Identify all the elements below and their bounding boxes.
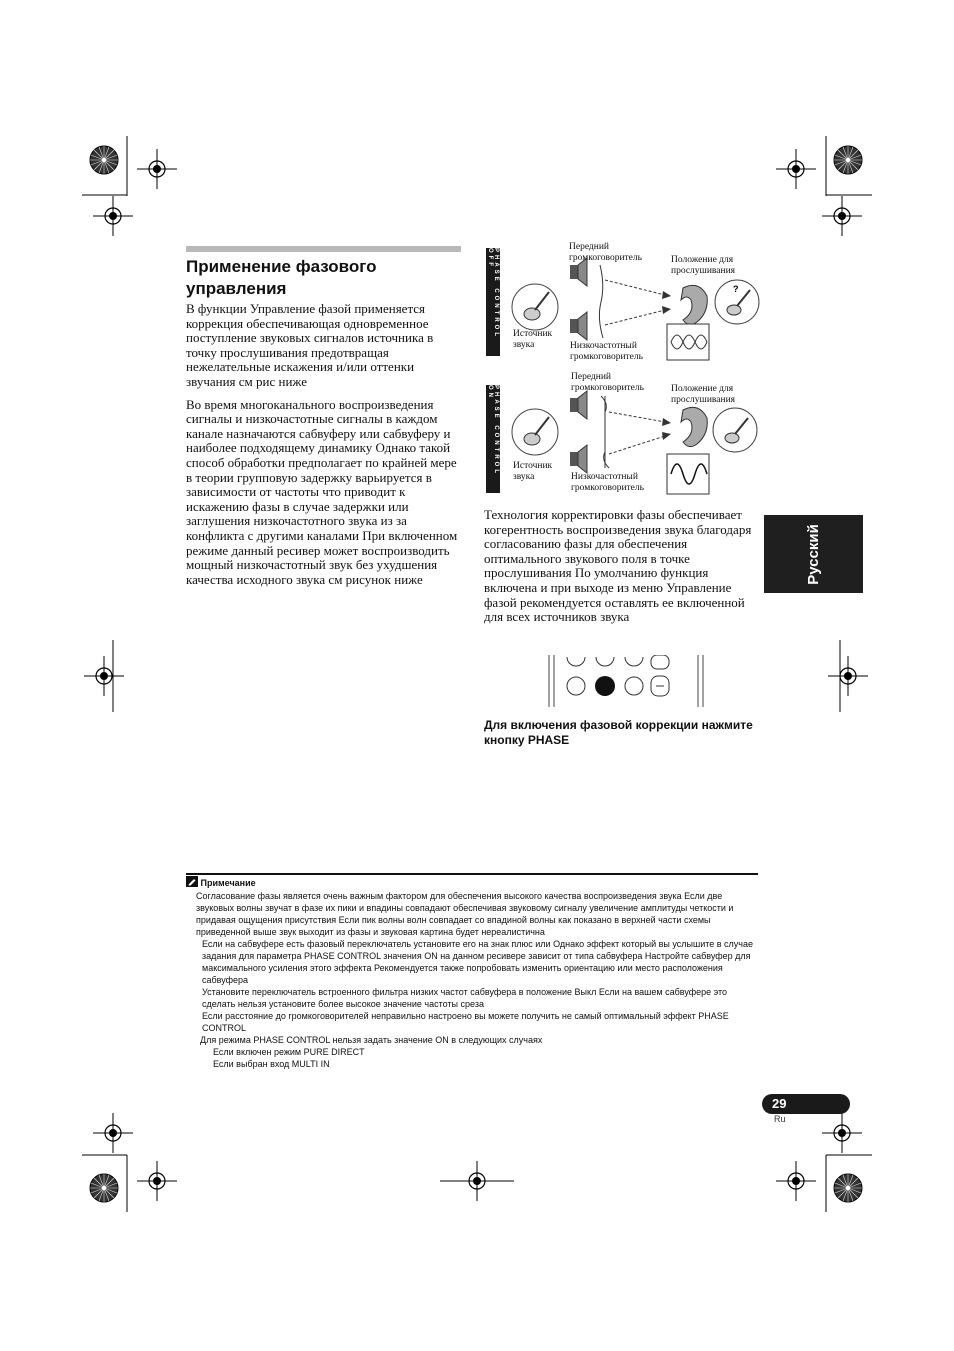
ear-icon: [681, 285, 707, 324]
source-label: Источник звука: [513, 461, 553, 482]
paragraph-1: В функции Управление фазой применяется коррекция обеспечивающая одновременное поступление звуковых сигналов источника в точку прослушивания предотвращая нежелательные искажения и/или оттенки звучания см рис ниже: [186, 301, 434, 389]
note-subitem: Если включен режим PURE DIRECT: [213, 1047, 365, 1057]
listening-position-label: Положение для прослушивания: [671, 255, 736, 276]
front-speaker-label: Передний громкоговоритель: [571, 372, 644, 393]
phase-off-strip: PHASE CONTROL OFF: [486, 248, 500, 356]
subwoofer-label: Низкочастотный громкоговоритель: [571, 472, 644, 493]
left-column: [186, 302, 462, 587]
note-block: [186, 876, 760, 1070]
phase-on-strip: PHASE CONTROL ON: [486, 385, 500, 493]
remote-control-illustration: [546, 655, 706, 707]
speaker-icon: [570, 312, 587, 340]
source-label: Источник звука: [513, 329, 553, 350]
guitar-icon: [727, 290, 750, 315]
speaker-icon: [570, 445, 587, 473]
note-item: Установите переключатель встроенного фильтра низких частот сабвуфера в положение Выкл Если на вашем сабвуфере это сделать нельзя установите более высокое значение частоты среза: [202, 987, 728, 1009]
note-subitem: Если выбран вход MULTI IN: [213, 1059, 330, 1069]
note-pencil-icon: [186, 876, 198, 887]
paragraph-3: Технология корректировки фазы обеспечивает когерентность воспроизведения звука благодаря согласованию фазы для обеспечения оптимального звукового поля в точке прослушивания По умолчанию функция включена и при выходе из меню Управление фазой рекомендуется оставлять ее включенной для всех источников звука: [484, 507, 752, 625]
note-divider: [186, 873, 758, 875]
title-bar: [186, 246, 461, 252]
question-mark: ?: [733, 284, 739, 294]
subwoofer-label: Низкочастотный громкоговоритель: [570, 341, 643, 362]
page-number: 29: [762, 1094, 850, 1114]
page-language-code: Ru: [774, 1114, 786, 1124]
guitar-icon: [524, 292, 549, 320]
note-heading: Примечание: [200, 878, 256, 888]
note-item: Для режима PHASE CONTROL нельзя задать значение ON в следующих случаях: [200, 1035, 543, 1045]
front-speaker-label: Передний громкоговоритель: [569, 242, 642, 263]
language-tab: [764, 515, 863, 593]
language-tab-label: Русский: [804, 523, 822, 585]
guitar-icon: [524, 417, 549, 445]
remote-button: [567, 677, 585, 695]
right-column: [484, 508, 754, 625]
phase-button: [595, 676, 615, 696]
paragraph-2: Во время многоканального воспроизведения сигналы и низкочастотные сигналы в каждом канале назначаются сабвуферу или сабвуферу и наиболее подходящему динамику Однако такой способ обработки предполагает по крайней мере в теории групповую задержку варьируется в зависимости от частоты что приводит к искажению фазы в случае задержки или заглушения низкочастотного звука из за конфликта с другими каналами При включенном режиме данный ресивер может воспроизводить мощный низкочастотный звук без ухудшения качества исходного звука см рисунок ниже: [186, 396, 458, 587]
page-title: Применение фазового управления: [186, 257, 377, 298]
ear-icon: [681, 407, 707, 446]
note-item: Согласование фазы является очень важным фактором для обеспечения высокого качества воспроизведения звука Если две звуковых волны звучат в фазе их пики и впадины совпадают обеспечивая звуковому сигналу увеличение амплитуды четкости и придавая ощущения присутствия Если пик волны волн совпадает со впадиной волны как показано в верхней части схемы приведенной выше звук выходит из фазы и звуковая картина будет нереалистична: [196, 891, 734, 937]
phase-caption: Для включения фазовой коррекции нажмите кнопку PHASE: [484, 718, 753, 747]
listening-position-label: Положение для прослушивания: [671, 384, 736, 405]
note-item: Если на сабвуфере есть фазовый переключатель установите его на знак плюс или Однако эффект который вы услышите в случае задания для параметра PHASE CONTROL значения ON на данном ресивере зависит от типа сабвуфера Настройте сабвуфер для максимального усиления этого эффекта Рекомендуется также попробовать изменить ориентацию или место расположения сабвуфера: [202, 939, 753, 985]
note-item: Если расстояние до громкоговорителей неправильно настроено вы можете получить не самый оптимальный эффект PHASE CONTROL: [202, 1011, 729, 1033]
guitar-icon: [725, 418, 748, 443]
remote-button: [625, 677, 643, 695]
speaker-icon: [570, 391, 587, 419]
